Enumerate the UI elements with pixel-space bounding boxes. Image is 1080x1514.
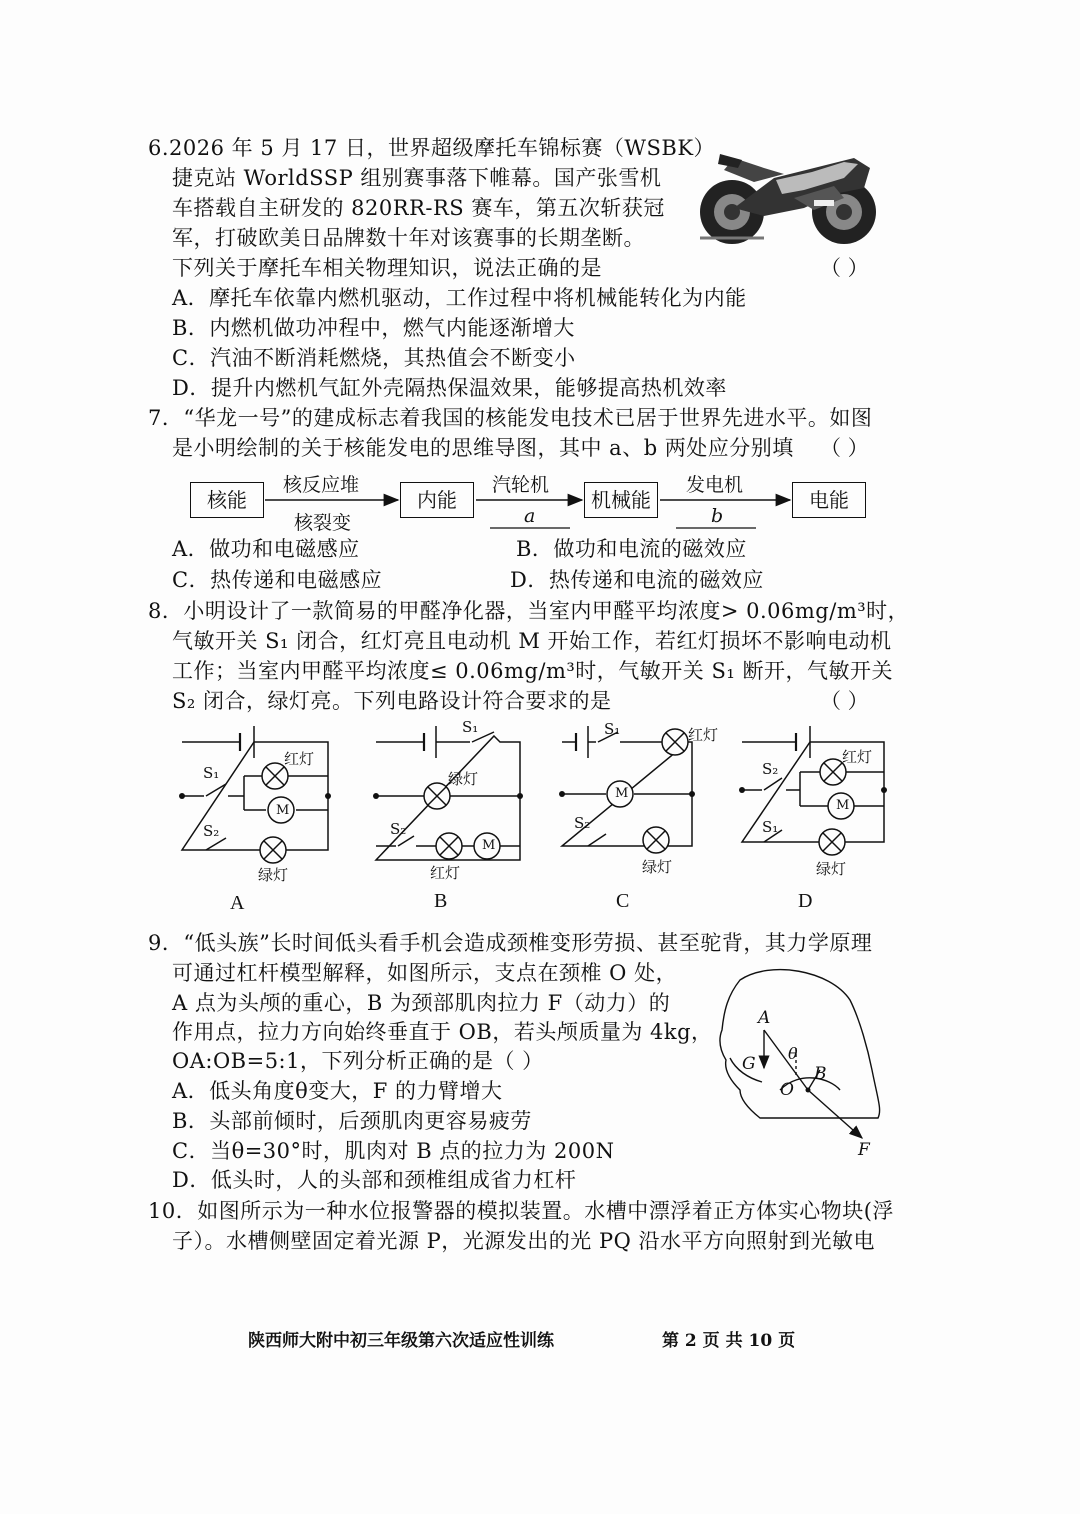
- circuit-d-s2-label: S₂: [762, 760, 779, 778]
- circuit-caption-a: A: [230, 892, 245, 914]
- q8-line-1: 8．小明设计了一款简易的甲醛净化器，当室内甲醛平均浓度> 0.06mg/m³时，: [148, 599, 910, 623]
- figure-label-a: A: [758, 1008, 771, 1028]
- circuit-d-red-label: 红灯: [842, 748, 873, 766]
- circuit-c-red-label: 红灯: [688, 726, 719, 744]
- q10-line-2: 子）。水槽侧壁固定着光源 P，光源发出的光 PQ 沿水平方向照射到光敏电: [172, 1229, 875, 1253]
- figure-label-f: F: [858, 1140, 870, 1160]
- circuit-d-motor-label: M: [836, 798, 850, 813]
- flow-box-mechanical: 机械能: [584, 482, 658, 518]
- q6-answer-bracket: （ ）: [820, 256, 869, 280]
- head-lever-figure: [700, 960, 900, 1170]
- q7-line-2: 是小明绘制的关于核能发电的思维导图，其中 a、b 两处应分别填: [172, 436, 794, 460]
- q7-option-b: B．做功和电流的磁效应: [516, 537, 747, 561]
- q6-option-c: C．汽油不断消耗燃烧，其热值会不断变小: [172, 346, 576, 370]
- q7-option-d: D．热传递和电流的磁效应: [510, 568, 764, 592]
- circuit-d-s1-label: S₁: [762, 818, 779, 836]
- circuit-a-motor-label: M: [276, 803, 290, 818]
- q8-answer-bracket: （ ）: [820, 689, 869, 713]
- circuit-c-motor-label: M: [615, 786, 629, 801]
- q9-line-5: OA:OB=5:1，下列分析正确的是（ ）: [172, 1049, 544, 1073]
- q7-answer-bracket: （ ）: [820, 436, 869, 460]
- q8-line-3: 工作；当室内甲醛平均浓度≤ 0.06mg/m³时，气敏开关 S₁ 断开，气敏开关: [172, 659, 893, 683]
- flow-blank-a: a: [524, 505, 536, 527]
- circuit-b: [376, 726, 520, 860]
- q9-option-c: C．当θ=30°时，肌肉对 B 点的拉力为 200N: [172, 1139, 615, 1163]
- figure-label-o: O: [780, 1080, 794, 1100]
- flow-label-fission: 核裂变: [294, 512, 352, 534]
- circuit-b-red-label: 红灯: [430, 864, 461, 882]
- figure-label-g: G: [742, 1054, 756, 1074]
- figure-label-b: B: [814, 1064, 827, 1084]
- q6-option-b: B．内燃机做功冲程中，燃气内能逐渐增大: [172, 316, 575, 340]
- flow-label-reactor: 核反应堆: [283, 474, 360, 496]
- q8-line-4: S₂ 闭合，绿灯亮。下列电路设计符合要求的是: [172, 689, 612, 713]
- q9-line-3: A 点为头颅的重心，B 为颈部肌肉拉力 F（动力）的: [172, 991, 671, 1015]
- circuit-a-s2-label: S₂: [203, 822, 220, 840]
- q6-line-4: 军，打破欧美日品牌数十年对该赛事的长期垄断。: [172, 226, 645, 250]
- q6-line-2: 捷克站 WorldSSP 组别赛事落下帷幕。国产张雪机: [172, 166, 662, 190]
- q10-line-1: 10．如图所示为一种水位报警器的模拟装置。水槽中漂浮着正方体实心物块(浮: [148, 1199, 894, 1223]
- q9-option-a: A．低头角度θ变大，F 的力臂增大: [172, 1079, 503, 1103]
- circuit-caption-d: D: [798, 890, 813, 912]
- circuit-caption-b: B: [434, 890, 448, 912]
- flow-box-electric: 电能: [792, 482, 866, 518]
- q7-option-c: C．热传递和电磁感应: [172, 568, 383, 592]
- q8-line-2: 气敏开关 S₁ 闭合，红灯亮且电动机 M 开始工作，若红灯损坏不影响电动机: [172, 629, 892, 653]
- q7-option-a: A．做功和电磁感应: [172, 537, 360, 561]
- footer-page-number: 第 2 页 共 10 页: [662, 1331, 796, 1351]
- circuit-a-green-label: 绿灯: [258, 866, 289, 884]
- circuit-a: [182, 726, 328, 863]
- circuit-b-s2-label: S₂: [390, 820, 407, 838]
- circuit-b-motor-label: M: [482, 838, 496, 853]
- circuit-a-red-label: 红灯: [284, 750, 315, 768]
- q7-line-1: 7．“华龙一号”的建成标志着我国的核能发电技术已居于世界先进水平。如图: [148, 406, 873, 430]
- circuit-b-s1-label: S₁: [462, 718, 479, 736]
- q9-line-4: 作用点，拉力方向始终垂直于 OB，若头颅质量为 4kg，: [172, 1020, 713, 1044]
- flow-label-turbine: 汽轮机: [492, 474, 550, 496]
- flow-blank-b: b: [711, 505, 724, 527]
- flow-box-internal: 内能: [400, 482, 474, 518]
- q6-line-1: 6.2026 年 5 月 17 日，世界超级摩托车锦标赛（WSBK）: [148, 136, 716, 160]
- flow-box-nuclear: 核能: [190, 482, 264, 518]
- q6-line-3: 车搭载自主研发的 820RR-RS 赛车，第五次斩获冠: [172, 196, 665, 220]
- circuit-c-s1-label: S₁: [604, 720, 621, 738]
- flow-label-generator: 发电机: [686, 474, 744, 496]
- circuit-c-green-label: 绿灯: [642, 858, 673, 876]
- circuit-caption-c: C: [616, 890, 630, 912]
- circuit-b-green-label: 绿灯: [448, 770, 479, 788]
- q6-line-5: 下列关于摩托车相关物理知识，说法正确的是: [172, 256, 602, 280]
- circuit-d-green-label: 绿灯: [816, 860, 847, 878]
- q6-option-d: D．提升内燃机气缸外壳隔热保温效果，能够提高热机效率: [172, 376, 727, 400]
- circuit-c-s2-label: S₂: [574, 814, 591, 832]
- footer-school: 陕西师大附中初三年级第六次适应性训练: [248, 1331, 554, 1351]
- q9-line-2: 可通过杠杆模型解释，如图所示，支点在颈椎 O 处，: [172, 961, 678, 985]
- figure-label-theta: θ: [788, 1044, 798, 1063]
- q6-option-a: A．摩托车依靠内燃机驱动，工作过程中将机械能转化为内能: [172, 286, 747, 310]
- q9-option-b: B．头部前倾时，后颈肌肉更容易疲劳: [172, 1109, 532, 1133]
- q9-option-d: D．低头时，人的头部和颈椎组成省力杠杆: [172, 1168, 577, 1192]
- q9-line-1: 9．“低头族”长时间低头看手机会造成颈椎变形劳损、甚至驼背，其力学原理: [148, 931, 873, 955]
- circuit-a-s1-label: S₁: [203, 764, 220, 782]
